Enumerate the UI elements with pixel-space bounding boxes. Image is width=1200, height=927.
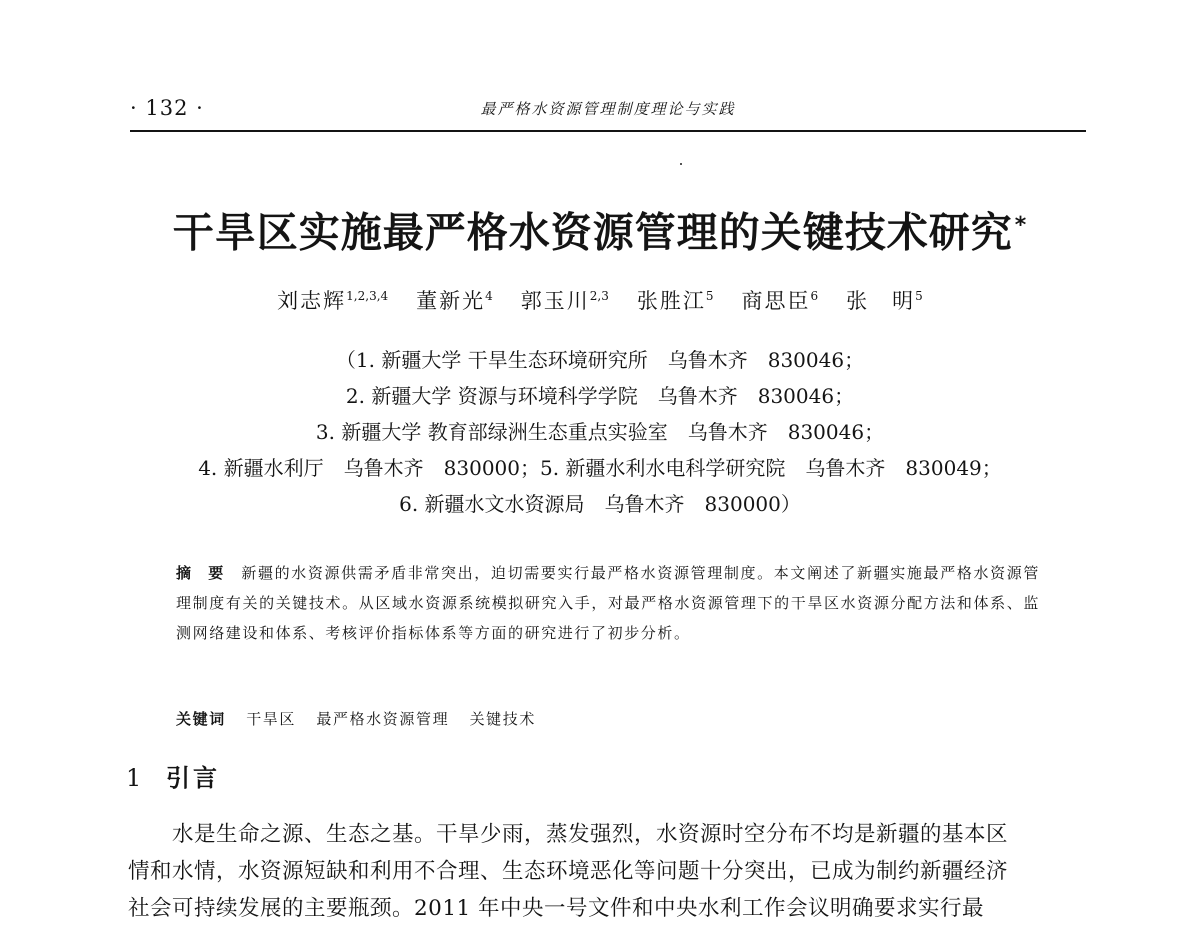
section-number: 1: [126, 764, 142, 792]
keywords-label: 关键词: [176, 710, 226, 728]
body-line: 水是生命之源、生态之基。干旱少雨，蒸发强烈，水资源时空分布不均是新疆的基本区: [172, 822, 1009, 847]
author-affiliation-marker: 4: [485, 289, 493, 303]
author: [277, 285, 388, 315]
section-title: 引言: [166, 764, 220, 792]
author-name: 郭玉川: [520, 289, 590, 313]
author-name: 董新光: [416, 289, 486, 313]
author-name: 张 明: [846, 289, 916, 313]
affiliations: [0, 342, 1200, 522]
author-affiliation-marker: 1,2,3,4: [346, 289, 389, 303]
section-heading: [126, 758, 220, 793]
journal-title: 最严格水资源管理制度理论与实践: [480, 100, 736, 118]
scan-speck: [680, 163, 682, 165]
abstract-label: 摘 要: [176, 564, 230, 582]
paper-title: [0, 196, 1200, 263]
author-affiliation-marker: 5: [705, 289, 714, 303]
affiliation-line: 4. 新疆水利厅 乌鲁木齐 830000；5. 新疆水利水电科学研究院 乌鲁木齐 830049；: [198, 456, 1002, 480]
page-number: · 132 ·: [130, 96, 204, 120]
keyword-item: 干旱区: [246, 710, 296, 728]
author-list: [0, 285, 1200, 315]
author-affiliation-marker: 6: [810, 289, 819, 303]
author: [846, 285, 923, 315]
keyword-item: 最严格水资源管理: [316, 710, 450, 728]
author: [521, 285, 609, 315]
affiliation-line: 6. 新疆水文水资源局 乌鲁木齐 830000）: [399, 492, 801, 516]
author-name: 张胜江: [636, 289, 706, 313]
author-name: 刘志辉: [277, 289, 347, 313]
author: [416, 285, 493, 315]
author-affiliation-marker: 2,3: [589, 289, 609, 303]
author: [742, 285, 819, 315]
title-footnote-marker: *: [1014, 213, 1028, 238]
running-header: [130, 96, 1086, 126]
paper-title-text: 干旱区实施最严格水资源管理的关键技术研究: [172, 208, 1013, 257]
author: [637, 285, 714, 315]
header-rule: [130, 130, 1086, 132]
author-affiliation-marker: 5: [915, 289, 923, 303]
affiliation-line: （1. 新疆大学 干旱生态环境研究所 乌鲁木齐 830046；: [335, 348, 865, 372]
affiliation-line: 2. 新疆大学 资源与环境科学学院 乌鲁木齐 830046；: [345, 384, 855, 408]
abstract-text: 新疆的水资源供需矛盾非常突出，迫切需要实行最严格水资源管理制度。本文阐述了新疆实施最严格水资源管理制度有关的关键技术。从区域水资源系统模拟研究入手，对最严格水资源管理下的干旱区水资源分配方法和体系、监测网络建设和体系、考核评价指标体系等方面的研究进行了初步分析。: [176, 564, 1040, 642]
body-line: 社会可持续发展的主要瓶颈。2011 年中央一号文件和中央水利工作会议明确要求实行最: [128, 896, 985, 921]
author-name: 商思臣: [741, 289, 811, 313]
body-line: 情和水情，水资源短缺和利用不合理、生态环境恶化等问题十分突出，已成为制约新疆经济: [128, 859, 1009, 884]
keyword-item: 关键技术: [469, 710, 536, 728]
affiliation-line: 3. 新疆大学 教育部绿洲生态重点实验室 乌鲁木齐 830046；: [315, 420, 885, 444]
keywords: [176, 704, 1040, 734]
body-text: [128, 816, 1084, 927]
abstract: [176, 558, 1040, 648]
